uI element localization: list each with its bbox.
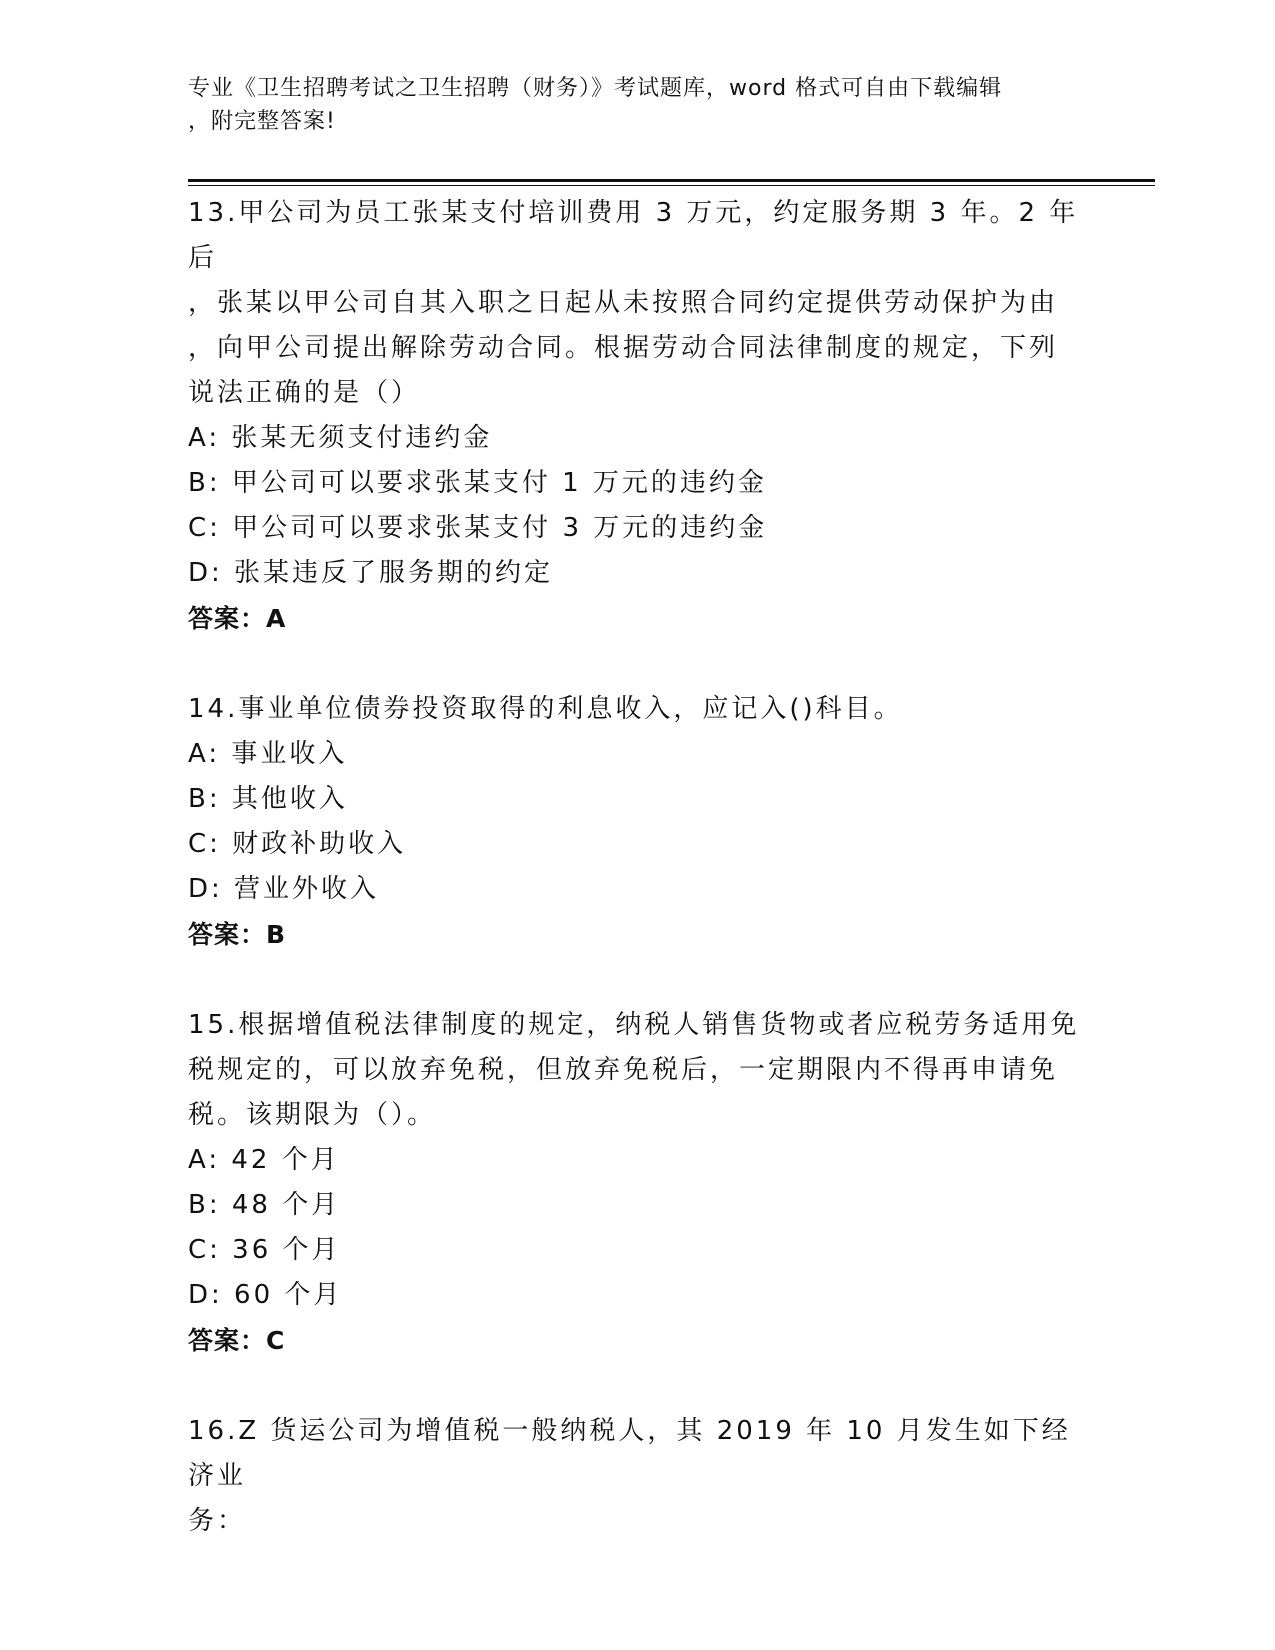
option-d: D: 张某违反了服务期的约定	[188, 558, 554, 588]
question-stem-line: ，张某以甲公司自其入职之日起从未按照合同约定提供劳动保护为由	[188, 288, 1059, 318]
question-stem-line: 13.甲公司为员工张某支付培训费用 3 万元，约定服务期 3 年。2 年后	[188, 198, 1079, 273]
option-a: A: 42 个月	[188, 1145, 340, 1175]
answer-line: 答案：A	[188, 604, 287, 633]
option-b: B: 48 个月	[188, 1190, 341, 1220]
answer-line: 答案：B	[188, 920, 287, 949]
question-stem-line: 16.Z 货运公司为增值税一般纳税人，其 2019 年 10 月发生如下经济业	[188, 1416, 1071, 1491]
option-c: C: 36 个月	[188, 1235, 341, 1265]
option-a: A: 张某无须支付违约金	[188, 423, 493, 453]
question-stem-line: 14.事业单位债券投资取得的利息收入，应记入()科目。	[188, 694, 903, 724]
question-list	[188, 191, 1088, 1590]
question-stem-line: ，向甲公司提出解除劳动合同。根据劳动合同法律制度的规定，下列	[188, 333, 1059, 363]
option-d: D: 60 个月	[188, 1280, 343, 1310]
question-15	[188, 1003, 1088, 1363]
question-14	[188, 687, 1088, 957]
question-stem-line: 说法正确的是（）	[188, 378, 421, 408]
question-stem-line: 15.根据增值税法律制度的规定，纳税人销售货物或者应税劳务适用免	[188, 1010, 1080, 1040]
option-b: B: 甲公司可以要求张某支付 1 万元的违约金	[188, 468, 767, 498]
header-divider-thick	[188, 179, 1155, 182]
option-b: B: 其他收入	[188, 784, 348, 814]
question-stem-line: 务：	[188, 1506, 247, 1536]
option-c: C: 财政补助收入	[188, 829, 407, 859]
header-divider-thin	[188, 185, 1155, 186]
option-a: A: 事业收入	[188, 739, 348, 769]
document-header	[188, 72, 1088, 138]
answer-line: 答案：C	[188, 1326, 286, 1355]
header-line-2: ，附完整答案!	[188, 109, 336, 134]
header-line-1: 专业《卫生招聘考试之卫生招聘（财务）》考试题库，word 格式可自由下载编辑	[188, 76, 1003, 101]
option-c: C: 甲公司可以要求张某支付 3 万元的违约金	[188, 513, 768, 543]
question-16	[188, 1409, 1088, 1544]
question-stem-line: 税规定的，可以放弃免税，但放弃免税后，一定期限内不得再申请免	[188, 1055, 1059, 1085]
question-13	[188, 191, 1088, 641]
question-stem-line: 税。该期限为（）。	[188, 1100, 437, 1130]
option-d: D: 营业外收入	[188, 874, 380, 904]
